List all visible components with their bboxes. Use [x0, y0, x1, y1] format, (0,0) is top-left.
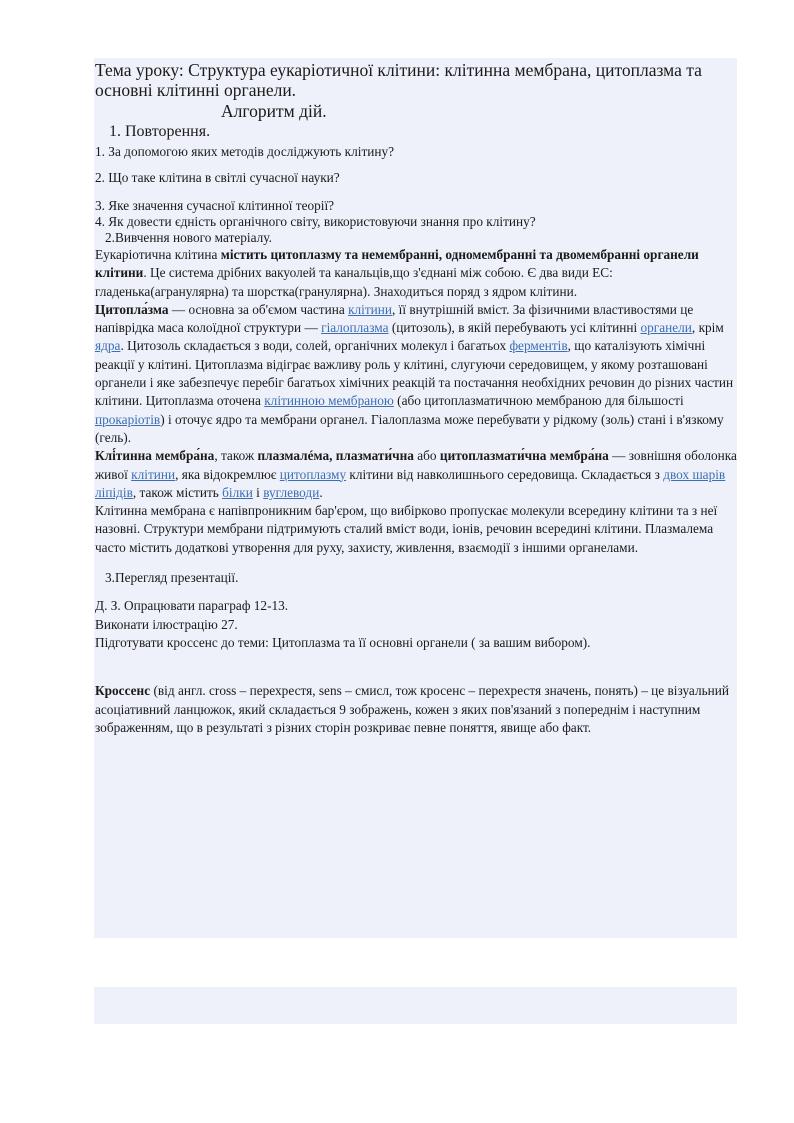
membrane-paragraph [95, 447, 740, 502]
crossens-term: Кроссенс [95, 683, 151, 699]
crossens-paragraph [95, 682, 740, 737]
cyto-text-7: (або цитоплазматичною мембраною для більшості [393, 393, 684, 409]
cytoplasm-paragraph [95, 301, 740, 447]
mem-text-1: , також [214, 448, 258, 464]
link-cytoplasm[interactable]: цитоплазму [279, 466, 347, 482]
mem-text-7: і [252, 484, 264, 500]
footer-background [94, 987, 737, 1024]
question-3: 3. Яке значення сучасної клітинної теорії? [95, 198, 335, 213]
link-prokaryotes[interactable]: прокаріотів [95, 411, 161, 427]
question-1: 1. За допомогою яких методів досліджують клітину? [95, 144, 395, 159]
mem-text-2: або [413, 448, 440, 464]
cyto-text-8: ) і оточує ядро та мембрани органел. Гіалоплазма може перебувати у рідкому (золь) стані і в'язкому (гель). [95, 411, 724, 445]
presentation-heading: 3.Перегляд презентації. [105, 570, 239, 586]
cyto-text-4: , крім [691, 320, 724, 336]
mem-text-6: , також містить [132, 484, 223, 500]
homework-line-1: Д. З. Опрацювати параграф 12-13. [95, 598, 289, 614]
cyto-text-6: , що каталізують хімічні реакції у клітині. Цитоплазма відіграє важливу роль у клітині, слугуючи середовищем, у якому розташовані органели і яке забезпечує перебіг багатьох хімічних реакцій та постачання необхідних речовин до різних частин клітини. Цитоплазма оточена [95, 338, 734, 409]
mem-text-8: . [319, 484, 323, 500]
membrane-function-paragraph: Клітинна мембрана є напівпроникним бар'єром, що вибірково пропускає молекули всередину клітини та з неї назовні. Структури мембрани підтримують сталий вміст води, іонів, речовин всередині клітини. Плазмалема часто містить додаткові утворення для руху, захисту, живлення, взаємодії з іншими органелами. [95, 503, 718, 555]
er-text-1: Еукаріотична клітина [95, 247, 221, 262]
link-organelles[interactable]: органели [640, 320, 692, 336]
er-bold: містить цитоплазму та немембранні, одномембранні та двомембранні органели клітини [95, 247, 699, 281]
link-cell-membrane[interactable]: клітинною мембраною [264, 393, 394, 409]
mem-text-3: — зовнішня оболонка живої [95, 448, 737, 482]
homework-line-2: Виконати ілюстрацію 27. [95, 616, 238, 632]
link-cells[interactable]: клітини [348, 301, 393, 317]
cytoplasm-term: Цитопла́зма [95, 301, 169, 317]
cyto-text-2: , її внутрішній вміст. За фізичними властивостями це напіврідка маса колоїдної структури — [95, 301, 694, 336]
er-paragraph [95, 246, 740, 301]
repetition-heading: 1. Повторення. [109, 123, 211, 140]
link-nucleus[interactable]: ядра [95, 338, 121, 354]
question-4: 4. Як довести єдність органічного світу, використовуючи знання про клітину? [95, 214, 536, 229]
link-proteins[interactable]: білки [222, 484, 253, 500]
mem-text-5: клітини від навколишнього середовища. Складається з [346, 466, 664, 482]
link-hyaloplasm[interactable]: гіалоплазма [321, 320, 389, 336]
question-2: 2. Що таке клітина в світлі сучасної науки? [95, 170, 340, 185]
lesson-title: Тема уроку: Структура еукаріотичної клітини: клітинна мембрана, цитоплазма та основні клітинні органели. [95, 60, 702, 100]
cytoplasmic-membrane-term: цитоплазмати́чна мембра́на [439, 448, 609, 464]
link-enzymes[interactable]: ферментів [509, 338, 568, 354]
document-body [95, 60, 740, 737]
cyto-text-3: (цитозоль), в якій перебувають усі клітинні [388, 320, 641, 336]
homework-line-3: Підготувати кроссенс до теми: Цитоплазма та її основні органели ( за вашим вибором). [95, 634, 591, 650]
crossens-text: (від англ. cross – перехрестя, sens – смисл, тож кросенс – перехрестя значень, понять) – це візуальний асоціативний ланцюжок, який складається 9 зображень, кожен з яких пов'язаний з попереднім і наступним зображенням, що в результаті з різних сторін розкриває певне поняття, явище або факт. [95, 683, 729, 735]
algorithm-heading: Алгоритм дій. [221, 101, 327, 121]
new-material-heading: 2.Вивчення нового матеріалу. [105, 230, 272, 245]
plasmalemma-term: плазмалéма, плазмати́чна [257, 448, 414, 464]
membrane-term: Клі́тинна мембра́на [95, 448, 215, 464]
link-lipid-bilayer[interactable]: двох шарів ліпідів [95, 466, 726, 500]
cyto-text-5: . Цитозоль складається з води, солей, органічних молекул і багатьох [120, 338, 510, 354]
er-text-2: . Це система дрібних вакуолей та канальців,що з'єднані між собою. Є два види ЕС: гладенька(агранулярна) та шорстка(гранулярна). Знаходиться поряд з ядром клітини. [95, 265, 613, 299]
mem-text-4: , яка відокремлює [175, 466, 280, 482]
cyto-text-1: — основна за об'ємом частина [168, 301, 349, 317]
link-cell[interactable]: клітини [131, 466, 176, 482]
link-carbohydrates[interactable]: вуглеводи [263, 484, 320, 500]
